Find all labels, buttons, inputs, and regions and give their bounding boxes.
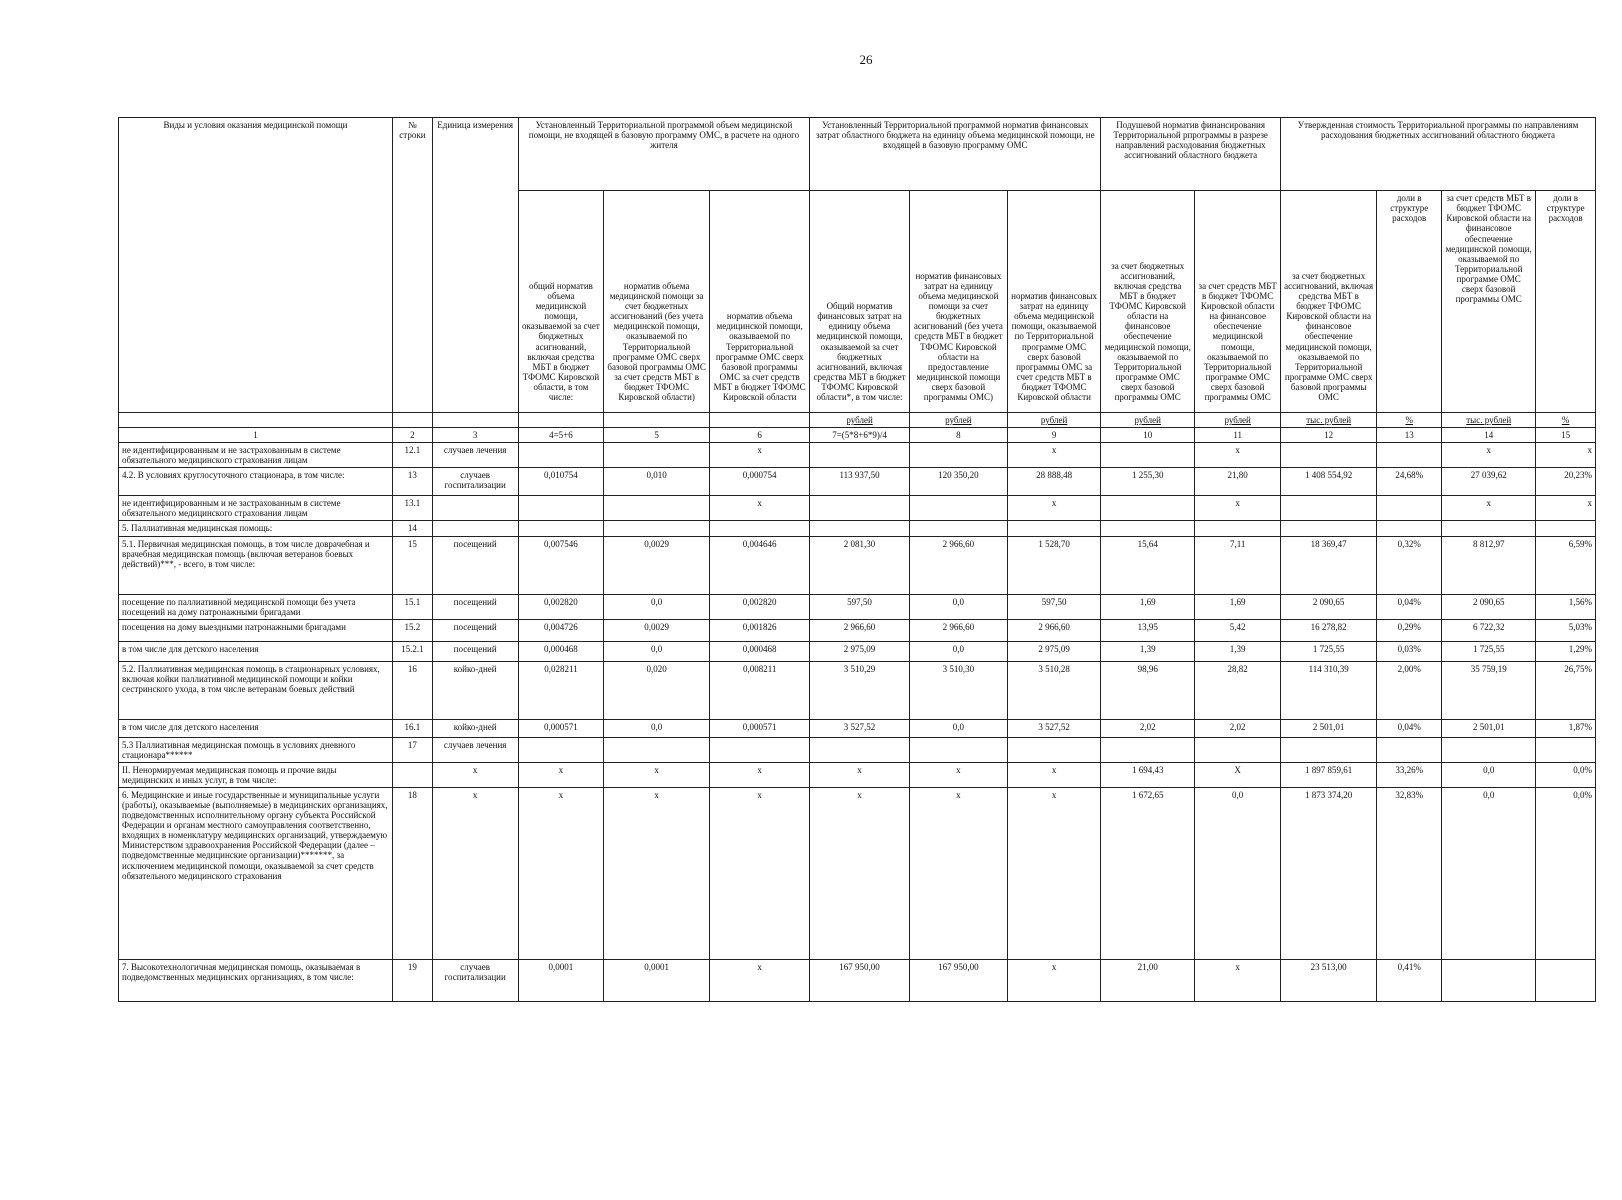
data-cell <box>909 443 1007 468</box>
unit-cell <box>709 413 809 428</box>
data-cell <box>1008 737 1101 762</box>
data-cell: х <box>709 762 809 787</box>
data-cell <box>518 737 604 762</box>
column-numbers-row <box>119 428 1596 443</box>
data-cell <box>604 521 710 536</box>
data-cell: 120 350,20 <box>909 468 1007 496</box>
data-cell: 21,80 <box>1195 468 1281 496</box>
header-col-10: за счет бюджетных ассигнований, включая средства МБТ в бюджет ТФОМС Кировской области на финансовое обеспечение медицинской помощи, оказываемой по Территориальной программе ОМС сверх базовой программы ОМС <box>1101 191 1195 413</box>
header-col-12: за счет бюджетных ассигнований, включая средства МБТ в бюджет ТФОМС Кировской области на финансовое обеспечение медицинской помощи, оказываемой по Территориальной программе ОМС сверх базовой программы ОМС <box>1281 191 1377 413</box>
data-cell: 0,000571 <box>709 719 809 737</box>
row-label-cell: посещения на дому выездными патронажными бригадами <box>119 619 393 641</box>
data-cell: 27 039,62 <box>1442 468 1536 496</box>
header-col-13: доли в структуре расходов <box>1377 191 1442 413</box>
data-cell: 0,0 <box>604 594 710 619</box>
unit-cell: тыс. рублей <box>1442 413 1536 428</box>
row-number-cell: 12.1 <box>393 443 433 468</box>
data-cell: посещений <box>432 641 518 661</box>
data-cell: 18 369,47 <box>1281 536 1377 594</box>
row-label-cell: 6. Медицинские и иные государственные и муниципальные услуги (работы), оказываемые (выполняемые) в медицинских организациях, подведомственных исполнительному органу субъекта Российской Федерации и органам местного самоуправления соответственно, входящих в номенклатуру медицинских организаций, утверждаемую Министерством здравоохранения Российской Федерации (далее – подведомственные медицинские организации)*******, за исключением медицинской помощи, оказываемой за счет средств обязательного медицинского страхования <box>119 788 393 960</box>
row-number-cell: 15 <box>393 536 433 594</box>
data-cell: посещений <box>432 619 518 641</box>
header-col-8: норматив финансовых затрат на единицу объема медицинской помощи за счет бюджетных асигнований (без учета средств МБТ в бюджет ТФОМС Кировской области на предоставление медицинской помощи сверх базовой программы ОМС) <box>909 191 1007 413</box>
data-cell: 2 501,01 <box>1281 719 1377 737</box>
data-cell: 0,0 <box>604 719 710 737</box>
data-cell <box>1442 521 1536 536</box>
data-cell: х <box>432 762 518 787</box>
data-cell: х <box>909 762 1007 787</box>
data-cell: 1 255,30 <box>1101 468 1195 496</box>
data-cell: 6 722,32 <box>1442 619 1536 641</box>
data-cell: 0,03% <box>1377 641 1442 661</box>
data-cell: 98,96 <box>1101 661 1195 719</box>
data-cell <box>1536 521 1596 536</box>
header-group-capita: Подушевой норматив финансирования Территориальной рпрограммы в разрезе направлений расходования бюджетных ассигнований областного бюджета <box>1101 118 1281 191</box>
table-row <box>119 521 1596 536</box>
data-cell: х <box>1195 960 1281 1002</box>
data-cell: 5,03% <box>1536 619 1596 641</box>
data-cell: х <box>709 443 809 468</box>
table-row <box>119 762 1596 787</box>
colnum-cell: 1 <box>119 428 393 443</box>
colnum-cell: 10 <box>1101 428 1195 443</box>
data-cell <box>604 737 710 762</box>
data-cell <box>909 737 1007 762</box>
data-cell: койко-дней <box>432 661 518 719</box>
table-row <box>119 536 1596 594</box>
data-cell: 0,0 <box>909 641 1007 661</box>
colnum-cell: 9 <box>1008 428 1101 443</box>
unit-cell: рублей <box>1101 413 1195 428</box>
data-cell: 1,29% <box>1536 641 1596 661</box>
data-cell <box>909 521 1007 536</box>
unit-cell <box>604 413 710 428</box>
colnum-cell: 13 <box>1377 428 1442 443</box>
data-cell: х <box>810 788 909 960</box>
data-cell: 1,87% <box>1536 719 1596 737</box>
table-row <box>119 960 1596 1002</box>
header-col-7: Общий норматив финансовых затрат на единицу объема медицинской помощи, оказываемой за счет бюджетных асигнований, включая средства МБТ в бюджет ТФОМС Кировской области*, в том числе: <box>810 191 909 413</box>
data-cell: 167 950,00 <box>810 960 909 1002</box>
data-cell: 0,0001 <box>518 960 604 1002</box>
data-cell: случаев лечения <box>432 443 518 468</box>
data-cell: 1 694,43 <box>1101 762 1195 787</box>
data-cell: 0,000468 <box>709 641 809 661</box>
data-cell: 0,000754 <box>709 468 809 496</box>
data-cell: 0,004726 <box>518 619 604 641</box>
data-cell: 114 310,39 <box>1281 661 1377 719</box>
table-row <box>119 594 1596 619</box>
data-cell: 0,0029 <box>604 619 710 641</box>
data-cell <box>604 496 710 521</box>
header-col-5: норматив объема медицинской помощи за счет бюджетных ассигнований (без учета медицинской помощи, оказываемой по Территориальной программе ОМС сверх базовой программы ОМС за счет средств МБТ в бюджет ТФОМС Кировской области) <box>604 191 710 413</box>
data-cell: 1,39 <box>1195 641 1281 661</box>
data-cell: 0,020 <box>604 661 710 719</box>
data-cell: 6,59% <box>1536 536 1596 594</box>
header-unit: Единица измерения <box>432 118 518 413</box>
data-cell: 0,002820 <box>709 594 809 619</box>
row-number-cell <box>393 762 433 787</box>
row-label-cell: в том числе для детского населения <box>119 641 393 661</box>
data-cell <box>1101 443 1195 468</box>
unit-cell: рублей <box>909 413 1007 428</box>
table-row <box>119 788 1596 960</box>
data-cell <box>1008 521 1101 536</box>
data-cell: 0,0001 <box>604 960 710 1002</box>
data-cell <box>1442 960 1536 1002</box>
header-col-11: за счет средств МБТ в бюджет ТФОМС Кировской области на финансовое обеспечение медицинской помощи, оказываемой по Территориальной программе ОМС сверх базовой программы ОМС <box>1195 191 1281 413</box>
data-cell: 0,007546 <box>518 536 604 594</box>
data-cell: 1 725,55 <box>1281 641 1377 661</box>
data-cell <box>1101 521 1195 536</box>
data-cell: случаев госпитализации <box>432 468 518 496</box>
data-cell: посещений <box>432 594 518 619</box>
data-cell <box>1536 960 1596 1002</box>
data-cell: 2 966,60 <box>909 619 1007 641</box>
row-number-cell: 16 <box>393 661 433 719</box>
data-cell: 167 950,00 <box>909 960 1007 1002</box>
row-number-cell: 15.2 <box>393 619 433 641</box>
data-cell: х <box>1442 496 1536 521</box>
data-cell: 2 975,09 <box>810 641 909 661</box>
row-label-cell: 5.1. Первичная медицинская помощь, в том числе доврачебная и врачебная медицинская помощь (включая ветеранов боевых действий)***, - всего, в том числе: <box>119 536 393 594</box>
header-group-cost: Утвержденная стоимость Территориальной программы по направлениям расходования бюджетных ассигнований областного бюджета <box>1281 118 1596 191</box>
units-row <box>119 413 1596 428</box>
table-row <box>119 619 1596 641</box>
data-cell: х <box>604 762 710 787</box>
data-cell: 0,32% <box>1377 536 1442 594</box>
data-cell: х <box>1195 443 1281 468</box>
data-cell: 2 966,60 <box>1008 619 1101 641</box>
data-cell: 20,23% <box>1536 468 1596 496</box>
data-cell <box>1195 521 1281 536</box>
unit-cell <box>393 413 433 428</box>
data-cell: 0,29% <box>1377 619 1442 641</box>
data-cell: 0,0029 <box>604 536 710 594</box>
data-cell: х <box>1195 496 1281 521</box>
table-row <box>119 443 1596 468</box>
data-cell: 2 966,60 <box>909 536 1007 594</box>
data-cell: 0,004646 <box>709 536 809 594</box>
header-col-6: норматив объема медицинской помощи, оказываемой по Территориальной программе ОМС сверх базовой программы ОМС за счет средств МБТ в бюджет ТФОМС Кировской области <box>709 191 809 413</box>
data-cell <box>1536 737 1596 762</box>
data-cell: 2 966,60 <box>810 619 909 641</box>
row-number-cell: 16.1 <box>393 719 433 737</box>
data-cell: 0,0% <box>1536 788 1596 960</box>
row-number-cell: 15.1 <box>393 594 433 619</box>
data-cell: 16 278,82 <box>1281 619 1377 641</box>
data-cell: х <box>810 762 909 787</box>
data-cell: 3 510,29 <box>810 661 909 719</box>
colnum-cell: 8 <box>909 428 1007 443</box>
data-cell: 0,001826 <box>709 619 809 641</box>
header-row-no: № строки <box>393 118 433 413</box>
data-cell: 23 513,00 <box>1281 960 1377 1002</box>
data-cell <box>518 496 604 521</box>
data-cell <box>1281 521 1377 536</box>
table-row <box>119 661 1596 719</box>
data-cell: х <box>1008 496 1101 521</box>
data-cell: 0,0 <box>1442 762 1536 787</box>
data-cell: койко-дней <box>432 719 518 737</box>
data-cell <box>432 521 518 536</box>
data-cell: 113 937,50 <box>810 468 909 496</box>
row-label-cell: 5. Паллиативная медицинская помощь: <box>119 521 393 536</box>
data-cell: 0,008211 <box>709 661 809 719</box>
colnum-cell: 3 <box>432 428 518 443</box>
header-col-4: общий норматив объема медицинской помощи, оказываемой за счет бюджетных асигнований, включая средства МБТ в бюджет ТФОМС Кировской области, в том числе: <box>518 191 604 413</box>
data-cell: посещений <box>432 536 518 594</box>
data-cell: 2,02 <box>1101 719 1195 737</box>
data-cell: х <box>1008 762 1101 787</box>
header-col-15: доли в структуре расходов <box>1536 191 1596 413</box>
row-number-cell: 13.1 <box>393 496 433 521</box>
data-cell: 597,50 <box>810 594 909 619</box>
unit-cell <box>518 413 604 428</box>
data-cell: 597,50 <box>1008 594 1101 619</box>
data-cell <box>1281 496 1377 521</box>
row-label-cell: 7. Высокотехнологичная медицинская помощь, оказываемая в подведомственных медицинских организациях, в том числе: <box>119 960 393 1002</box>
data-cell: 15,64 <box>1101 536 1195 594</box>
row-number-cell: 17 <box>393 737 433 762</box>
data-cell: 0,0 <box>1442 788 1536 960</box>
data-cell <box>518 443 604 468</box>
data-cell <box>1281 443 1377 468</box>
table-row <box>119 719 1596 737</box>
data-cell: 13,95 <box>1101 619 1195 641</box>
page-number: 26 <box>859 52 873 67</box>
data-cell <box>1281 737 1377 762</box>
colnum-cell: 6 <box>709 428 809 443</box>
row-label-cell: не идентифицированным и не застрахованным в системе обязательного медицинского страхования лицам <box>119 496 393 521</box>
header-group-norm: Установленный Территориальной программой норматив финансовых затрат областного бюджета на единицу объема медицинской помощи, не входящей в базовую программу ОМС <box>810 118 1101 191</box>
data-cell: 2 975,09 <box>1008 641 1101 661</box>
data-cell: случаев госпитализации <box>432 960 518 1002</box>
data-cell: 28,82 <box>1195 661 1281 719</box>
data-cell: 1,69 <box>1101 594 1195 619</box>
data-cell: 3 510,28 <box>1008 661 1101 719</box>
data-cell: Х <box>1195 762 1281 787</box>
colnum-cell: 12 <box>1281 428 1377 443</box>
data-cell: 0,0 <box>604 641 710 661</box>
data-cell <box>810 496 909 521</box>
data-cell: 2 501,01 <box>1442 719 1536 737</box>
data-cell: 24,68% <box>1377 468 1442 496</box>
unit-cell <box>432 413 518 428</box>
data-cell: 0,0 <box>1195 788 1281 960</box>
colnum-cell: 15 <box>1536 428 1596 443</box>
unit-cell: рублей <box>810 413 909 428</box>
data-cell <box>1377 737 1442 762</box>
data-cell: 0,0 <box>909 594 1007 619</box>
data-cell <box>1377 443 1442 468</box>
data-cell: 2 090,65 <box>1442 594 1536 619</box>
colnum-cell: 7=(5*8+6*9)/4 <box>810 428 909 443</box>
row-label-cell: 5.2. Паллиативная медицинская помощь в стационарных условиях, включая койки паллиативной медицинской помощи и койки сестринского ухода, в том числе ветеранам боевых действий <box>119 661 393 719</box>
data-cell: х <box>709 496 809 521</box>
data-cell: 0,04% <box>1377 719 1442 737</box>
unit-cell: рублей <box>1008 413 1101 428</box>
data-cell: 1 672,65 <box>1101 788 1195 960</box>
data-cell: х <box>518 762 604 787</box>
unit-cell: тыс. рублей <box>1281 413 1377 428</box>
data-cell: 1,69 <box>1195 594 1281 619</box>
data-cell: 7,11 <box>1195 536 1281 594</box>
row-number-cell: 13 <box>393 468 433 496</box>
data-cell: 28 888,48 <box>1008 468 1101 496</box>
data-cell: 3 527,52 <box>1008 719 1101 737</box>
data-cell: 8 812,97 <box>1442 536 1536 594</box>
table-row <box>119 737 1596 762</box>
data-cell <box>709 737 809 762</box>
row-number-cell: 15.2.1 <box>393 641 433 661</box>
data-cell: 1,39 <box>1101 641 1195 661</box>
data-cell: х <box>604 788 710 960</box>
unit-cell <box>119 413 393 428</box>
data-cell: 26,75% <box>1536 661 1596 719</box>
data-cell <box>432 496 518 521</box>
data-cell: 3 527,52 <box>810 719 909 737</box>
data-cell: 1 408 554,92 <box>1281 468 1377 496</box>
row-number-cell: 14 <box>393 521 433 536</box>
data-cell: х <box>1008 443 1101 468</box>
data-cell: 0,000468 <box>518 641 604 661</box>
row-label-cell: II. Ненормируемая медицинская помощь и прочие виды медицинских и иных услуг, в том числе: <box>119 762 393 787</box>
data-cell <box>1377 521 1442 536</box>
data-cell <box>909 496 1007 521</box>
data-cell: 0,010 <box>604 468 710 496</box>
data-cell: 35 759,19 <box>1442 661 1536 719</box>
data-cell: 2 090,65 <box>1281 594 1377 619</box>
data-cell: 1 897 859,61 <box>1281 762 1377 787</box>
row-number-cell: 18 <box>393 788 433 960</box>
data-cell: х <box>1442 443 1536 468</box>
data-cell: 0,04% <box>1377 594 1442 619</box>
table-row <box>119 641 1596 661</box>
data-cell: 32,83% <box>1377 788 1442 960</box>
colnum-cell: 11 <box>1195 428 1281 443</box>
header-col-14: за счет средств МБТ в бюджет ТФОМС Кировской области на финансовое обеспечение медицинской помощи, оказываемой по Территориальной программе ОМС сверх базовой программы ОМС <box>1442 191 1536 413</box>
data-cell <box>518 521 604 536</box>
data-cell <box>1442 737 1536 762</box>
data-cell <box>1195 737 1281 762</box>
data-cell: х <box>709 788 809 960</box>
data-cell <box>1377 496 1442 521</box>
data-cell <box>1101 737 1195 762</box>
data-cell: 2,02 <box>1195 719 1281 737</box>
data-cell: 0,000571 <box>518 719 604 737</box>
unit-cell: % <box>1377 413 1442 428</box>
data-cell: х <box>709 960 809 1002</box>
row-label-cell: не идентифицированным и не застрахованным в системе обязательного медицинского страхования лицам <box>119 443 393 468</box>
data-cell: 33,26% <box>1377 762 1442 787</box>
table-row <box>119 468 1596 496</box>
data-cell: 0,0% <box>1536 762 1596 787</box>
colnum-cell: 4=5+6 <box>518 428 604 443</box>
colnum-cell: 2 <box>393 428 433 443</box>
data-cell: х <box>909 788 1007 960</box>
data-cell: 0,41% <box>1377 960 1442 1002</box>
data-cell: 0,002820 <box>518 594 604 619</box>
data-cell: х <box>1008 960 1101 1002</box>
unit-cell: рублей <box>1195 413 1281 428</box>
data-cell <box>604 443 710 468</box>
header-row-groups <box>119 118 1596 191</box>
data-cell: 2,00% <box>1377 661 1442 719</box>
data-cell <box>810 737 909 762</box>
row-label-cell: посещение по паллиативной медицинской помощи без учета посещений на дому патронажными бригадами <box>119 594 393 619</box>
data-cell: 1,56% <box>1536 594 1596 619</box>
data-cell: х <box>518 788 604 960</box>
data-cell: х <box>1536 496 1596 521</box>
data-cell <box>1101 496 1195 521</box>
data-cell: случаев лечения <box>432 737 518 762</box>
data-cell <box>709 521 809 536</box>
data-cell: х <box>1536 443 1596 468</box>
data-cell: х <box>1008 788 1101 960</box>
data-cell: 21,00 <box>1101 960 1195 1002</box>
row-label-cell: в том числе для детского населения <box>119 719 393 737</box>
data-cell: 0,028211 <box>518 661 604 719</box>
header-group-volume: Установленный Территориальной программой объем медицинской помощи, не входящей в базовую программу ОМС, в расчете на одного жителя <box>518 118 810 191</box>
data-cell <box>810 521 909 536</box>
row-number-cell: 19 <box>393 960 433 1002</box>
header-col-9: норматив финансовых затрат на единицу объема медицинской помощи, оказываемой по Территориальной программе ОМС сверх базовой программы ОМС за счет средств МБТ в бюджет ТФОМС Кировской области <box>1008 191 1101 413</box>
unit-cell: % <box>1536 413 1596 428</box>
colnum-cell: 5 <box>604 428 710 443</box>
data-cell: 2 081,30 <box>810 536 909 594</box>
data-cell <box>810 443 909 468</box>
data-cell: 1 873 374,20 <box>1281 788 1377 960</box>
data-cell: 5,42 <box>1195 619 1281 641</box>
colnum-cell: 14 <box>1442 428 1536 443</box>
data-cell: 1 725,55 <box>1442 641 1536 661</box>
data-cell: 1 528,70 <box>1008 536 1101 594</box>
budget-table <box>118 117 1596 1002</box>
header-kind: Виды и условия оказания медицинской помощи <box>119 118 393 413</box>
row-label-cell: 4.2. В условиях круглосуточного стационара, в том числе: <box>119 468 393 496</box>
data-cell: 3 510,30 <box>909 661 1007 719</box>
row-label-cell: 5.3 Паллиативная медицинская помощь в условиях дневного стационара****** <box>119 737 393 762</box>
data-cell: х <box>432 788 518 960</box>
table-row <box>119 496 1596 521</box>
data-cell: 0,0 <box>909 719 1007 737</box>
data-cell: 0,010754 <box>518 468 604 496</box>
